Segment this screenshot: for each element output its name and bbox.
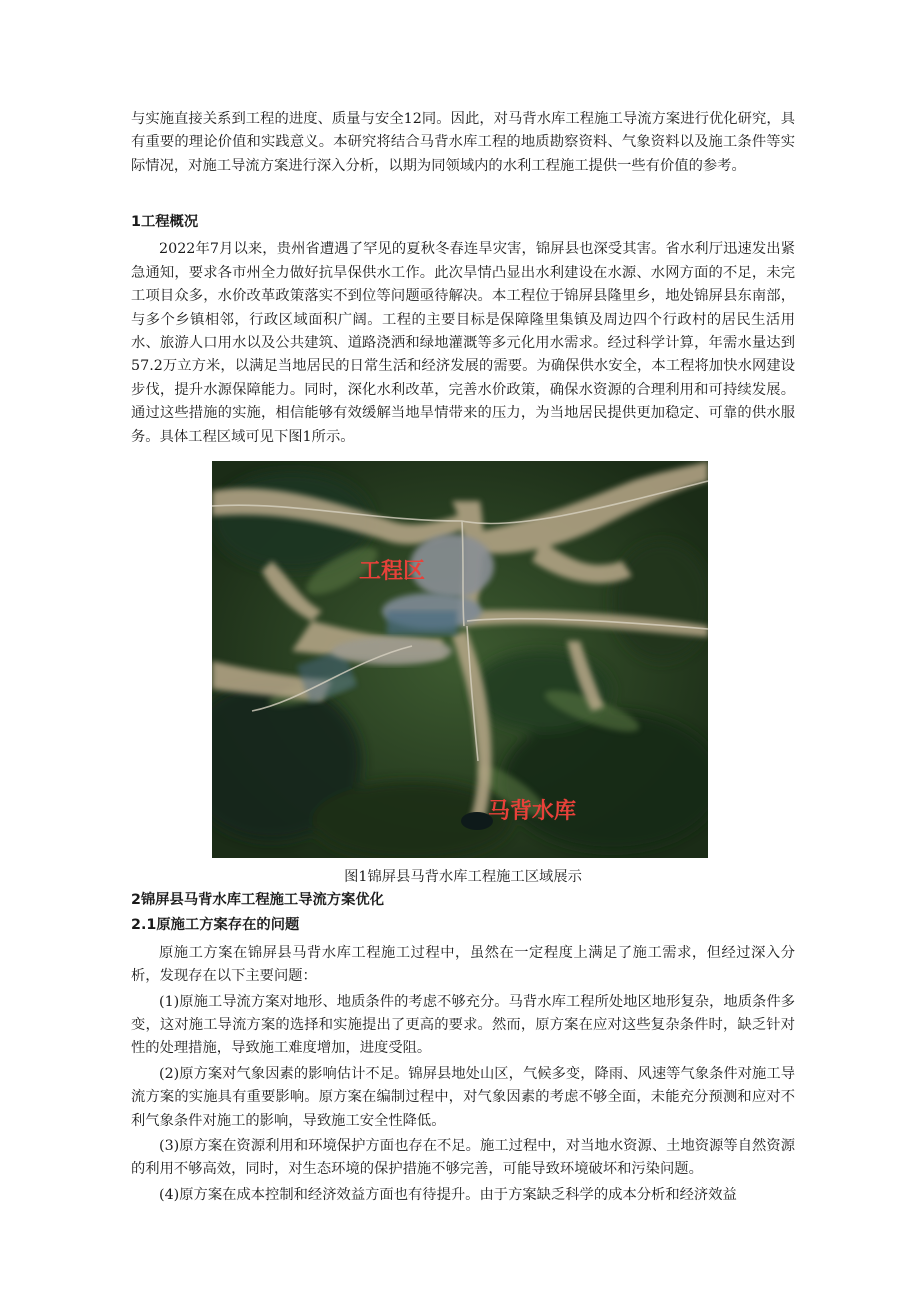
figure-1-satellite-map [212,461,708,858]
section-1-heading: 1工程概况 [131,214,199,230]
section-2-heading: 2锦屏县马背水库工程施工导流方案优化 [131,892,384,908]
section-2-1-intro: 原施工方案在锦屏县马背水库工程施工过程中，虽然在一定程度上满足了施工需求，但经过深入分析，发现存在以下主要问题： [131,944,795,985]
issue-item-1: (1)原施工导流方案对地形、地质条件的考虑不够充分。马背水库工程所处地区地形复杂，地质条件多变，这对施工导流方案的选择和实施提出了更高的要求。然而，原方案在应对这些复杂条件时，缺乏针对性的处理措施，导致施工难度增加，进度受阻。 [131,993,795,1057]
map-label-project-area: 工程区 [359,558,426,583]
figure-1-caption: 图1锦屏县马背水库工程施工区域展示 [344,869,582,885]
section-2 [131,889,795,1207]
issue-item-2: (2)原方案对气象因素的影响估计不足。锦屏县地处山区，气候多变，降雨、风速等气象条件对施工导流方案的实施具有重要影响。原方案在编制过程中，对气象因素的考虑不够全面，未能充分预测和应对不利气象条件对施工的影响，导致施工安全性降低。 [131,1065,795,1129]
intro-block [131,108,795,178]
intro-paragraph: 与实施直接关系到工程的进度、质量与安全12同。因此，对马背水库工程施工导流方案进行优化研究，具有重要的理论价值和实践意义。本研究将结合马背水库工程的地质勘察资料、气象资料以及施工条件等实际情况，对施工导流方案进行深入分析，以期为同领域内的水利工程施工提供一些有价值的参考。 [131,111,795,174]
satellite-map-image [212,461,708,858]
section-2-1-heading: 2.1原施工方案存在的问题 [131,917,300,934]
map-label-reservoir: 马背水库 [488,798,577,823]
issue-item-3: (3)原方案在资源利用和环境保护方面也存在不足。施工过程中，对当地水资源、土地资源等自然资源的利用不够高效，同时，对生态环境的保护措施不够完善，可能导致环境破坏和污染问题。 [131,1138,795,1178]
section-1-paragraph: 2022年7月以来，贵州省遭遇了罕见的夏秋冬春连旱灾害，锦屏县也深受其害。省水利厅迅速发出紧急通知，要求各市州全力做好抗旱保供水工作。此次旱情凸显出水利建设在水源、水网方面的不足，未完工项目众多，水价改革政策落实不到位等问题亟待解决。本工程位于锦屏县隆里乡，地处锦屏县东南部，与多个乡镇相邻，行政区域面积广阔。工程的主要目标是保障隆里集镇及周边四个行政村的居民生活用水、旅游人口用水以及公共建筑、道路浇洒和绿地灌溉等多元化用水需求。经过科学计算，年需水量达到57.2万立方米，以满足当地居民的日常生活和经济发展的需要。为确保供水安全，本工程将加快水网建设步伐，提升水源保障能力。同时，深化水利改革，完善水价政策，确保水资源的合理利用和可持续发展。通过这些措施的实施，相信能够有效缓解当地旱情带来的压力，为当地居民提供更加稳定、可靠的供水服务。具体工程区域可见下图1所示。 [131,241,795,445]
section-1 [131,211,795,449]
issue-item-4: (4)原方案在成本控制和经济效益方面也有待提升。由于方案缺乏科学的成本分析和经济效益 [159,1186,737,1203]
